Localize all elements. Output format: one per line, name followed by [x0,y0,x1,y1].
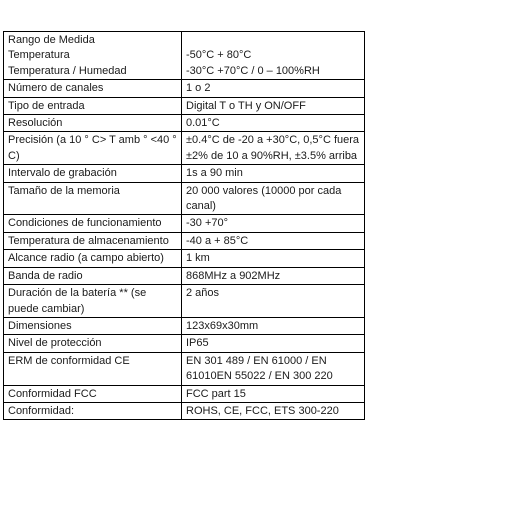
table-row [4,182,365,215]
spec-value: 123x69x30mm [182,317,365,334]
table-row [4,115,365,132]
spec-label: Precisión (a 10 ° C> T amb ° <40 ° C) [4,132,182,165]
table-row [4,250,365,267]
table-row [4,32,365,80]
spec-label: Duración de la batería ** (se puede cambiar) [4,285,182,318]
table-row [4,317,365,334]
spec-label: Conformidad: [4,402,182,419]
spec-value: -40 a + 85°C [182,232,365,249]
spec-value: FCC part 15 [182,385,365,402]
spec-label: Resolución [4,115,182,132]
spec-label: Tamaño de la memoria [4,182,182,215]
table-row [4,267,365,284]
table-row [4,385,365,402]
spec-label: Banda de radio [4,267,182,284]
spec-value: -30 +70° [182,215,365,232]
spec-label: Tipo de entrada [4,97,182,114]
table-row [4,285,365,318]
spec-value: 2 años [182,285,365,318]
spec-value: ROHS, CE, FCC, ETS 300-220 [182,402,365,419]
spec-label: Nivel de protección [4,335,182,352]
spec-label: Conformidad FCC [4,385,182,402]
table-row [4,132,365,165]
table-row [4,232,365,249]
spec-value: 20 000 valores (10000 por cada canal) [182,182,365,215]
spec-label: Temperatura de almacenamiento [4,232,182,249]
spec-label: ERM de conformidad CE [4,352,182,385]
spec-value: EN 301 489 / EN 61000 / EN 61010EN 55022 / EN 300 220 [182,352,365,385]
spec-value: 1s a 90 min [182,165,365,182]
spec-label: Número de canales [4,80,182,97]
spec-label: Dimensiones [4,317,182,334]
spec-value: -50°C + 80°C -30°C +70°C / 0 – 100%RH [182,32,365,80]
table-row [4,402,365,419]
spec-value: Digital T o TH y ON/OFF [182,97,365,114]
table-row [4,335,365,352]
spec-value: 1 o 2 [182,80,365,97]
spec-value: 1 km [182,250,365,267]
table-row [4,80,365,97]
spec-label: Alcance radio (a campo abierto) [4,250,182,267]
spec-label: Intervalo de grabación [4,165,182,182]
spec-value: ±0.4°C de -20 a +30°C, 0,5°C fuera ±2% de 10 a 90%RH, ±3.5% arriba [182,132,365,165]
spec-value: 868MHz a 902MHz [182,267,365,284]
spec-table [3,31,365,420]
spec-value: 0.01°C [182,115,365,132]
spec-label: Condiciones de funcionamiento [4,215,182,232]
table-row [4,165,365,182]
spec-value: IP65 [182,335,365,352]
table-row [4,215,365,232]
table-row [4,97,365,114]
spec-label: Rango de Medida Temperatura Temperatura / Humedad [4,32,182,80]
table-row [4,352,365,385]
